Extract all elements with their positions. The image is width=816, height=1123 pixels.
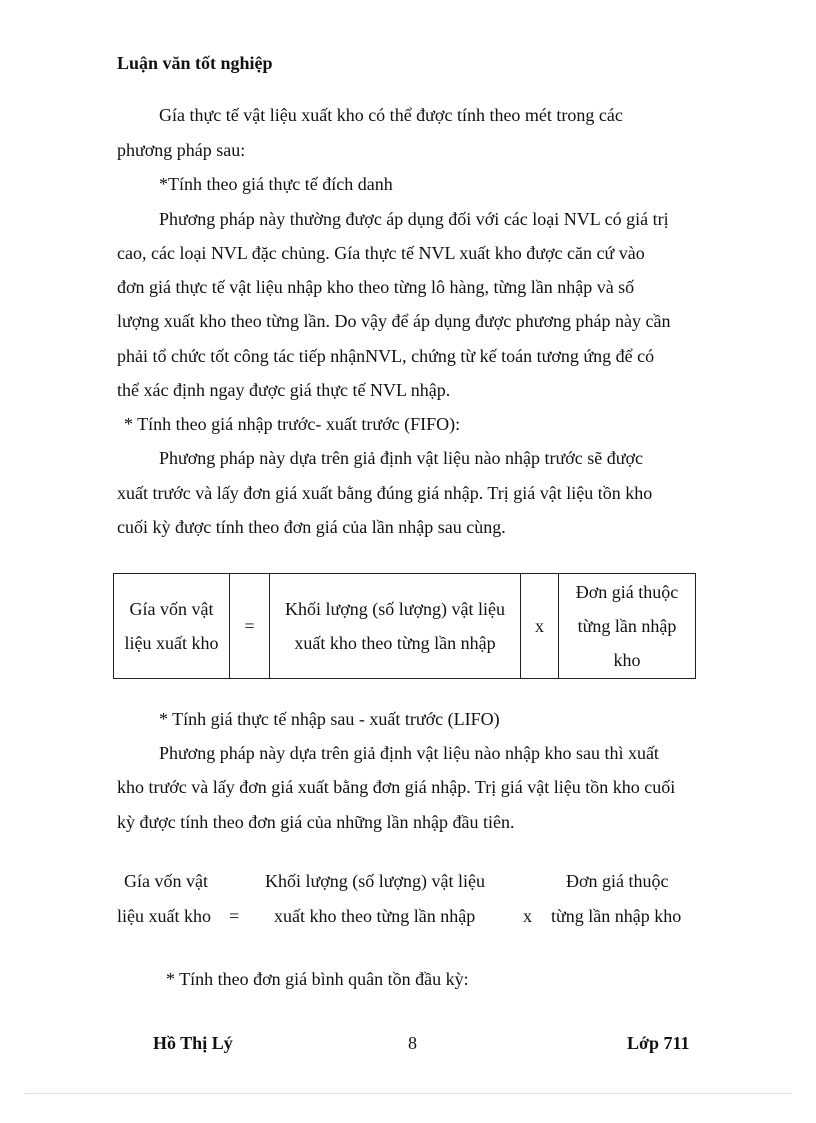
formula-equals: = xyxy=(230,574,270,678)
formula-quantity: Khối lượng (số lượng) vật liệu xuất kho theo từng lần nhập xyxy=(270,574,521,678)
formula-unit-price: Đơn giá thuộc từng lần nhập kho xyxy=(575,582,679,670)
paragraph-line: lượng xuất kho theo từng lần. Do vậy để áp dụng được phương pháp này cần xyxy=(117,311,671,331)
lifo-formula-times: x xyxy=(523,906,532,926)
paragraph-line: kỳ được tính theo đơn giá của những lần nhập đầu tiên. xyxy=(117,812,515,832)
formula-times: x xyxy=(521,574,559,678)
paragraph-line: Gía thực tế vật liệu xuất kho có thể được tính theo mét trong các xyxy=(159,105,623,125)
paragraph-line: phương pháp sau: xyxy=(117,140,246,160)
page-bottom-divider xyxy=(24,1093,792,1094)
paragraph-line: cao, các loại NVL đặc chủng. Gía thực tế NVL xuất kho được căn cứ vào xyxy=(117,243,645,263)
section-heading-average: * Tính theo đơn giá bình quân tồn đầu kỳ: xyxy=(166,969,469,989)
lifo-formula-quantity-line1: Khối lượng (số lượng) vật liệu xyxy=(265,871,486,891)
lifo-formula-equals: = xyxy=(229,906,240,926)
paragraph-line: Phương pháp này dựa trên giả định vật liệu nào nhập kho sau thì xuất xyxy=(159,743,659,763)
lifo-formula-lhs-line2: liệu xuất kho xyxy=(117,906,211,926)
section-heading-actual-price: *Tính theo giá thực tế đích danh xyxy=(159,174,393,194)
paragraph-line: Phương pháp này dựa trên giả định vật liệu nào nhập trước sẽ được xyxy=(159,448,643,468)
footer-page-number: 8 xyxy=(408,1033,417,1053)
fifo-formula-table xyxy=(113,573,696,679)
paragraph-line: cuối kỳ được tính theo đơn giá của lần nhập sau cùng. xyxy=(117,517,506,537)
paragraph-line: đơn giá thực tế vật liệu nhập kho theo từng lô hàng, từng lần nhập và số xyxy=(117,277,635,297)
lifo-formula-lhs-line1: Gía vốn vật xyxy=(124,871,208,891)
paragraph-line: thể xác định ngay được giá thực tế NVL nhập. xyxy=(117,380,451,400)
paragraph-line: kho trước và lấy đơn giá xuất bằng đơn giá nhập. Trị giá vật liệu tồn kho cuối xyxy=(117,777,676,797)
section-heading-fifo: * Tính theo giá nhập trước- xuất trước (FIFO): xyxy=(124,414,461,434)
lifo-formula-quantity-line2: xuất kho theo từng lần nhập xyxy=(274,906,476,926)
page-header: Luận văn tốt nghiệp xyxy=(117,53,273,73)
lifo-formula-price-line1: Đơn giá thuộc xyxy=(566,871,669,891)
lifo-formula-price-line2: từng lần nhập kho xyxy=(551,906,682,926)
footer-author: Hồ Thị Lý xyxy=(153,1033,233,1053)
formula-lhs: Gía vốn vật liệu xuất kho xyxy=(114,574,230,678)
paragraph-line: Phương pháp này thường được áp dụng đối với các loại NVL có giá trị xyxy=(159,209,669,229)
section-heading-lifo: * Tính giá thực tế nhập sau - xuất trước (LIFO) xyxy=(159,709,500,729)
paragraph-line: phải tổ chức tốt công tác tiếp nhậnNVL, chứng từ kế toán tương ứng để có xyxy=(117,346,655,366)
paragraph-line: xuất trước và lấy đơn giá xuất bằng đúng giá nhập. Trị giá vật liệu tồn kho xyxy=(117,483,653,503)
footer-class: Lớp 711 xyxy=(627,1033,690,1053)
